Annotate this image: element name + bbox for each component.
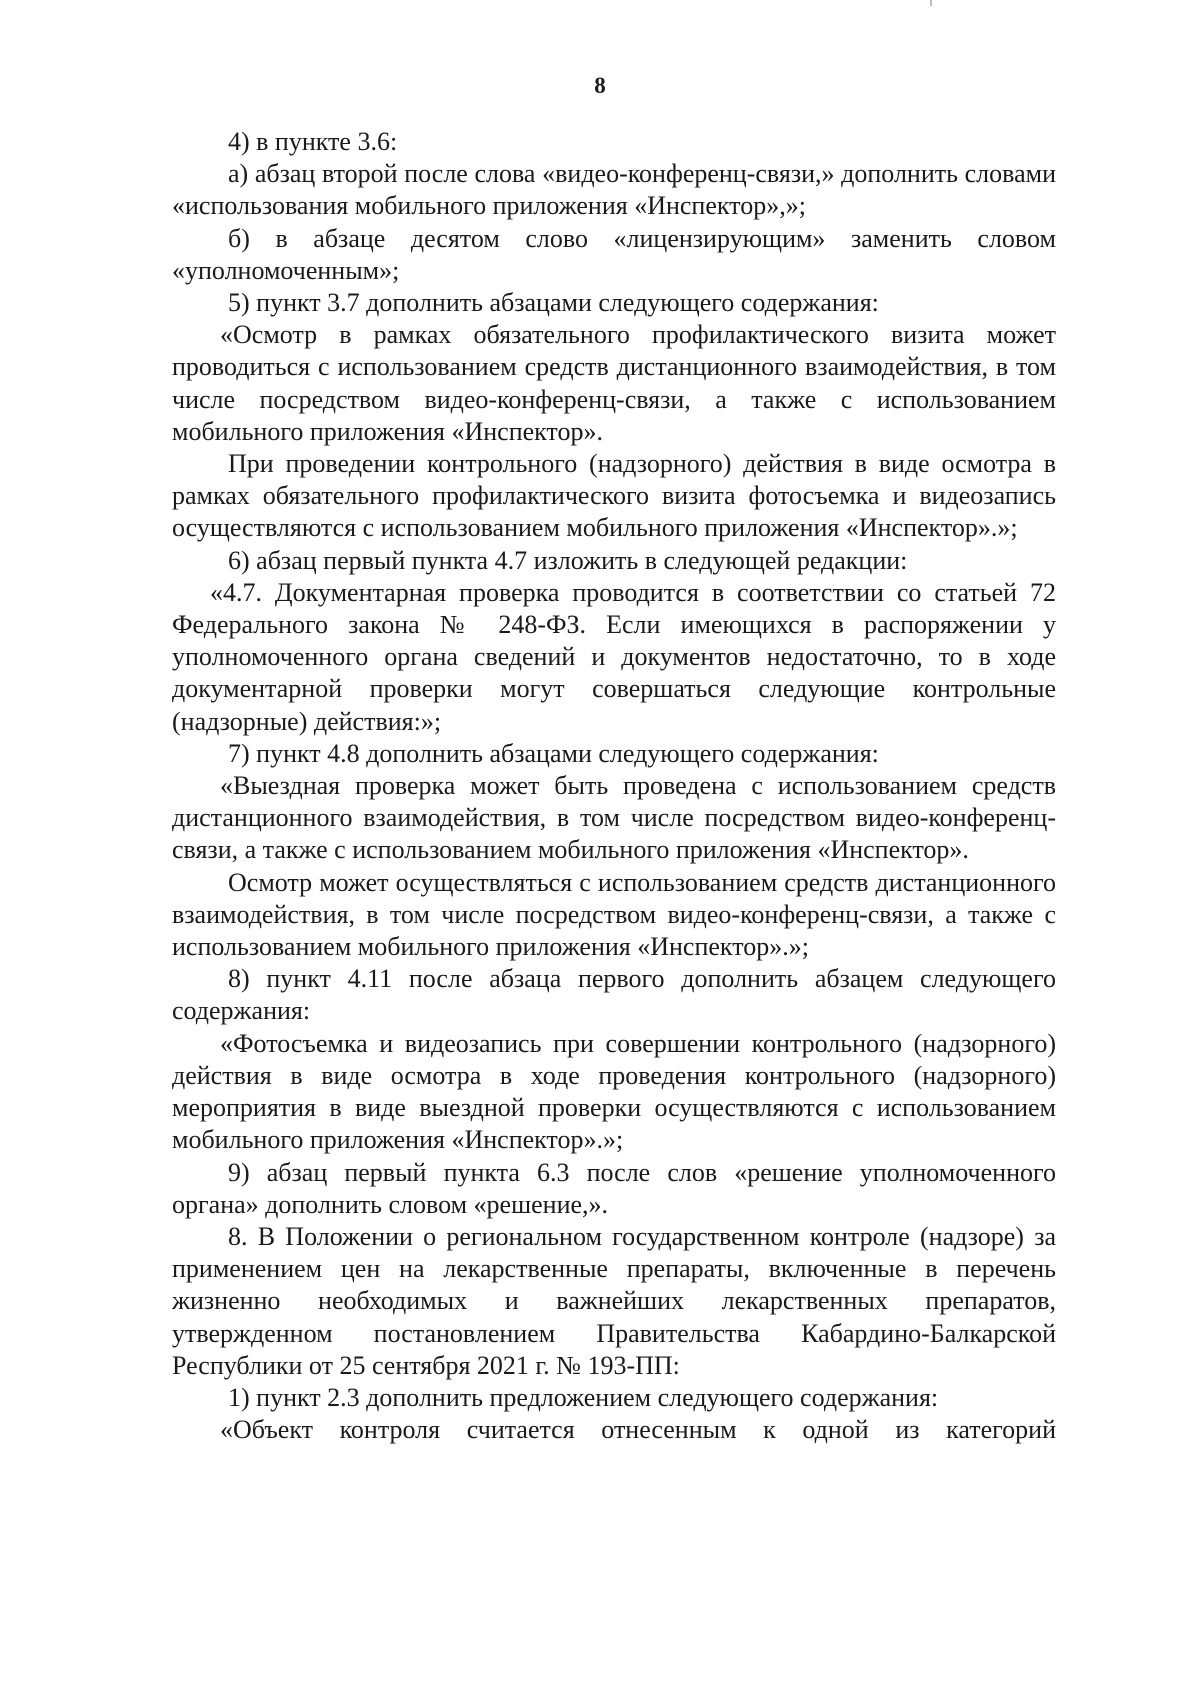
paragraph-inspection-remote: Осмотр может осуществляться с использованием средств дистанционного взаимодействия, в том числе посредством видео-конференц-связи, а также с использованием мобильного приложения «Инспектор».»;: [172, 867, 1056, 962]
paragraph-item-1: 1) пункт 2.3 дополнить предложением следующего содержания:: [228, 1382, 939, 1412]
paragraph-item-5: 5) пункт 3.7 дополнить абзацами следующего содержания:: [228, 288, 879, 318]
paragraph-photo-video: При проведении контрольного (надзорного) действия в виде осмотра в рамках обязательного профилактического визита фотосъемка и видеозапись осуществляются с использованием мобильного приложения «Инспектор».»;: [172, 449, 1056, 543]
paragraph-subitem-b: б) в абзаце десятом слово «лицензирующим» заменить словом «уполномоченным»;: [172, 223, 1056, 285]
paragraph-item-4: 4) в пункте 3.6:: [228, 127, 398, 156]
paragraph-quote-onsite: «Выездная проверка может быть проведена с использованием средств дистанционного взаимодействия, в том числе посредством видео-конференц-связи, а также с использованием мобильного приложения «Инспектор».: [172, 771, 1056, 865]
paragraph-quote-4-7: «4.7. Документарная проверка проводится в соответствии со статьей 72 Федерального закона № 248-ФЗ. Если имеющихся в распоряжении у уполномоченного органа сведений и документов недостаточно, то в ходе документарной проверки могут совершаться следующие контрольные (надзорные) действия:»;: [172, 577, 1056, 736]
paragraph-section-8: 8. В Положении о региональном государственном контроле (надзоре) за применением цен на лекарственные препараты, включенные в перечень жизненно необходимых и важнейших лекарственных препаратов, утвержденном постановлением Правительства Кабардино-Балкарской Республики от 25 сентября 2021 г. № 193-ПП:: [172, 1221, 1056, 1380]
paragraph-item-9: 9) абзац первый пункта 6.3 после слов «решение уполномоченного органа» дополнить словом «решение,».: [172, 1157, 1056, 1219]
paragraph-quote-inspection: «Осмотр в рамках обязательного профилактического визита может проводиться с использованием средств дистанционного взаимодействия, в том числе посредством видео-конференц-связи, а также с использованием мобильного приложения «Инспектор».: [172, 320, 1056, 446]
paragraph-quote-photo: «Фотосъемка и видеозапись при совершении контрольного (надзорного) действия в виде осмотра в ходе проведения контрольного (надзорного) мероприятия в виде выездной проверки осуществляются с использованием мобильного приложения «Инспектор».»;: [172, 1028, 1056, 1155]
document-body: [172, 126, 1056, 1446]
paragraph-subitem-a: а) абзац второй после слова «видео-конференц-связи,» дополнить словами «использования мобильного приложения «Инспектор»,»;: [172, 159, 1056, 221]
scan-mark: [930, 0, 932, 6]
paragraph-quote-object: «Объект контроля считается отнесенным к одной из категорий: [220, 1415, 1056, 1445]
paragraph-item-7: 7) пункт 4.8 дополнить абзацами следующего содержания:: [228, 738, 879, 768]
paragraph-item-6: 6) абзац первый пункта 4.7 изложить в следующей редакции:: [228, 545, 908, 575]
page-number: 8: [594, 73, 606, 98]
paragraph-item-8: 8) пункт 4.11 после абзаца первого дополнить абзацем следующего содержания:: [172, 964, 1056, 1026]
